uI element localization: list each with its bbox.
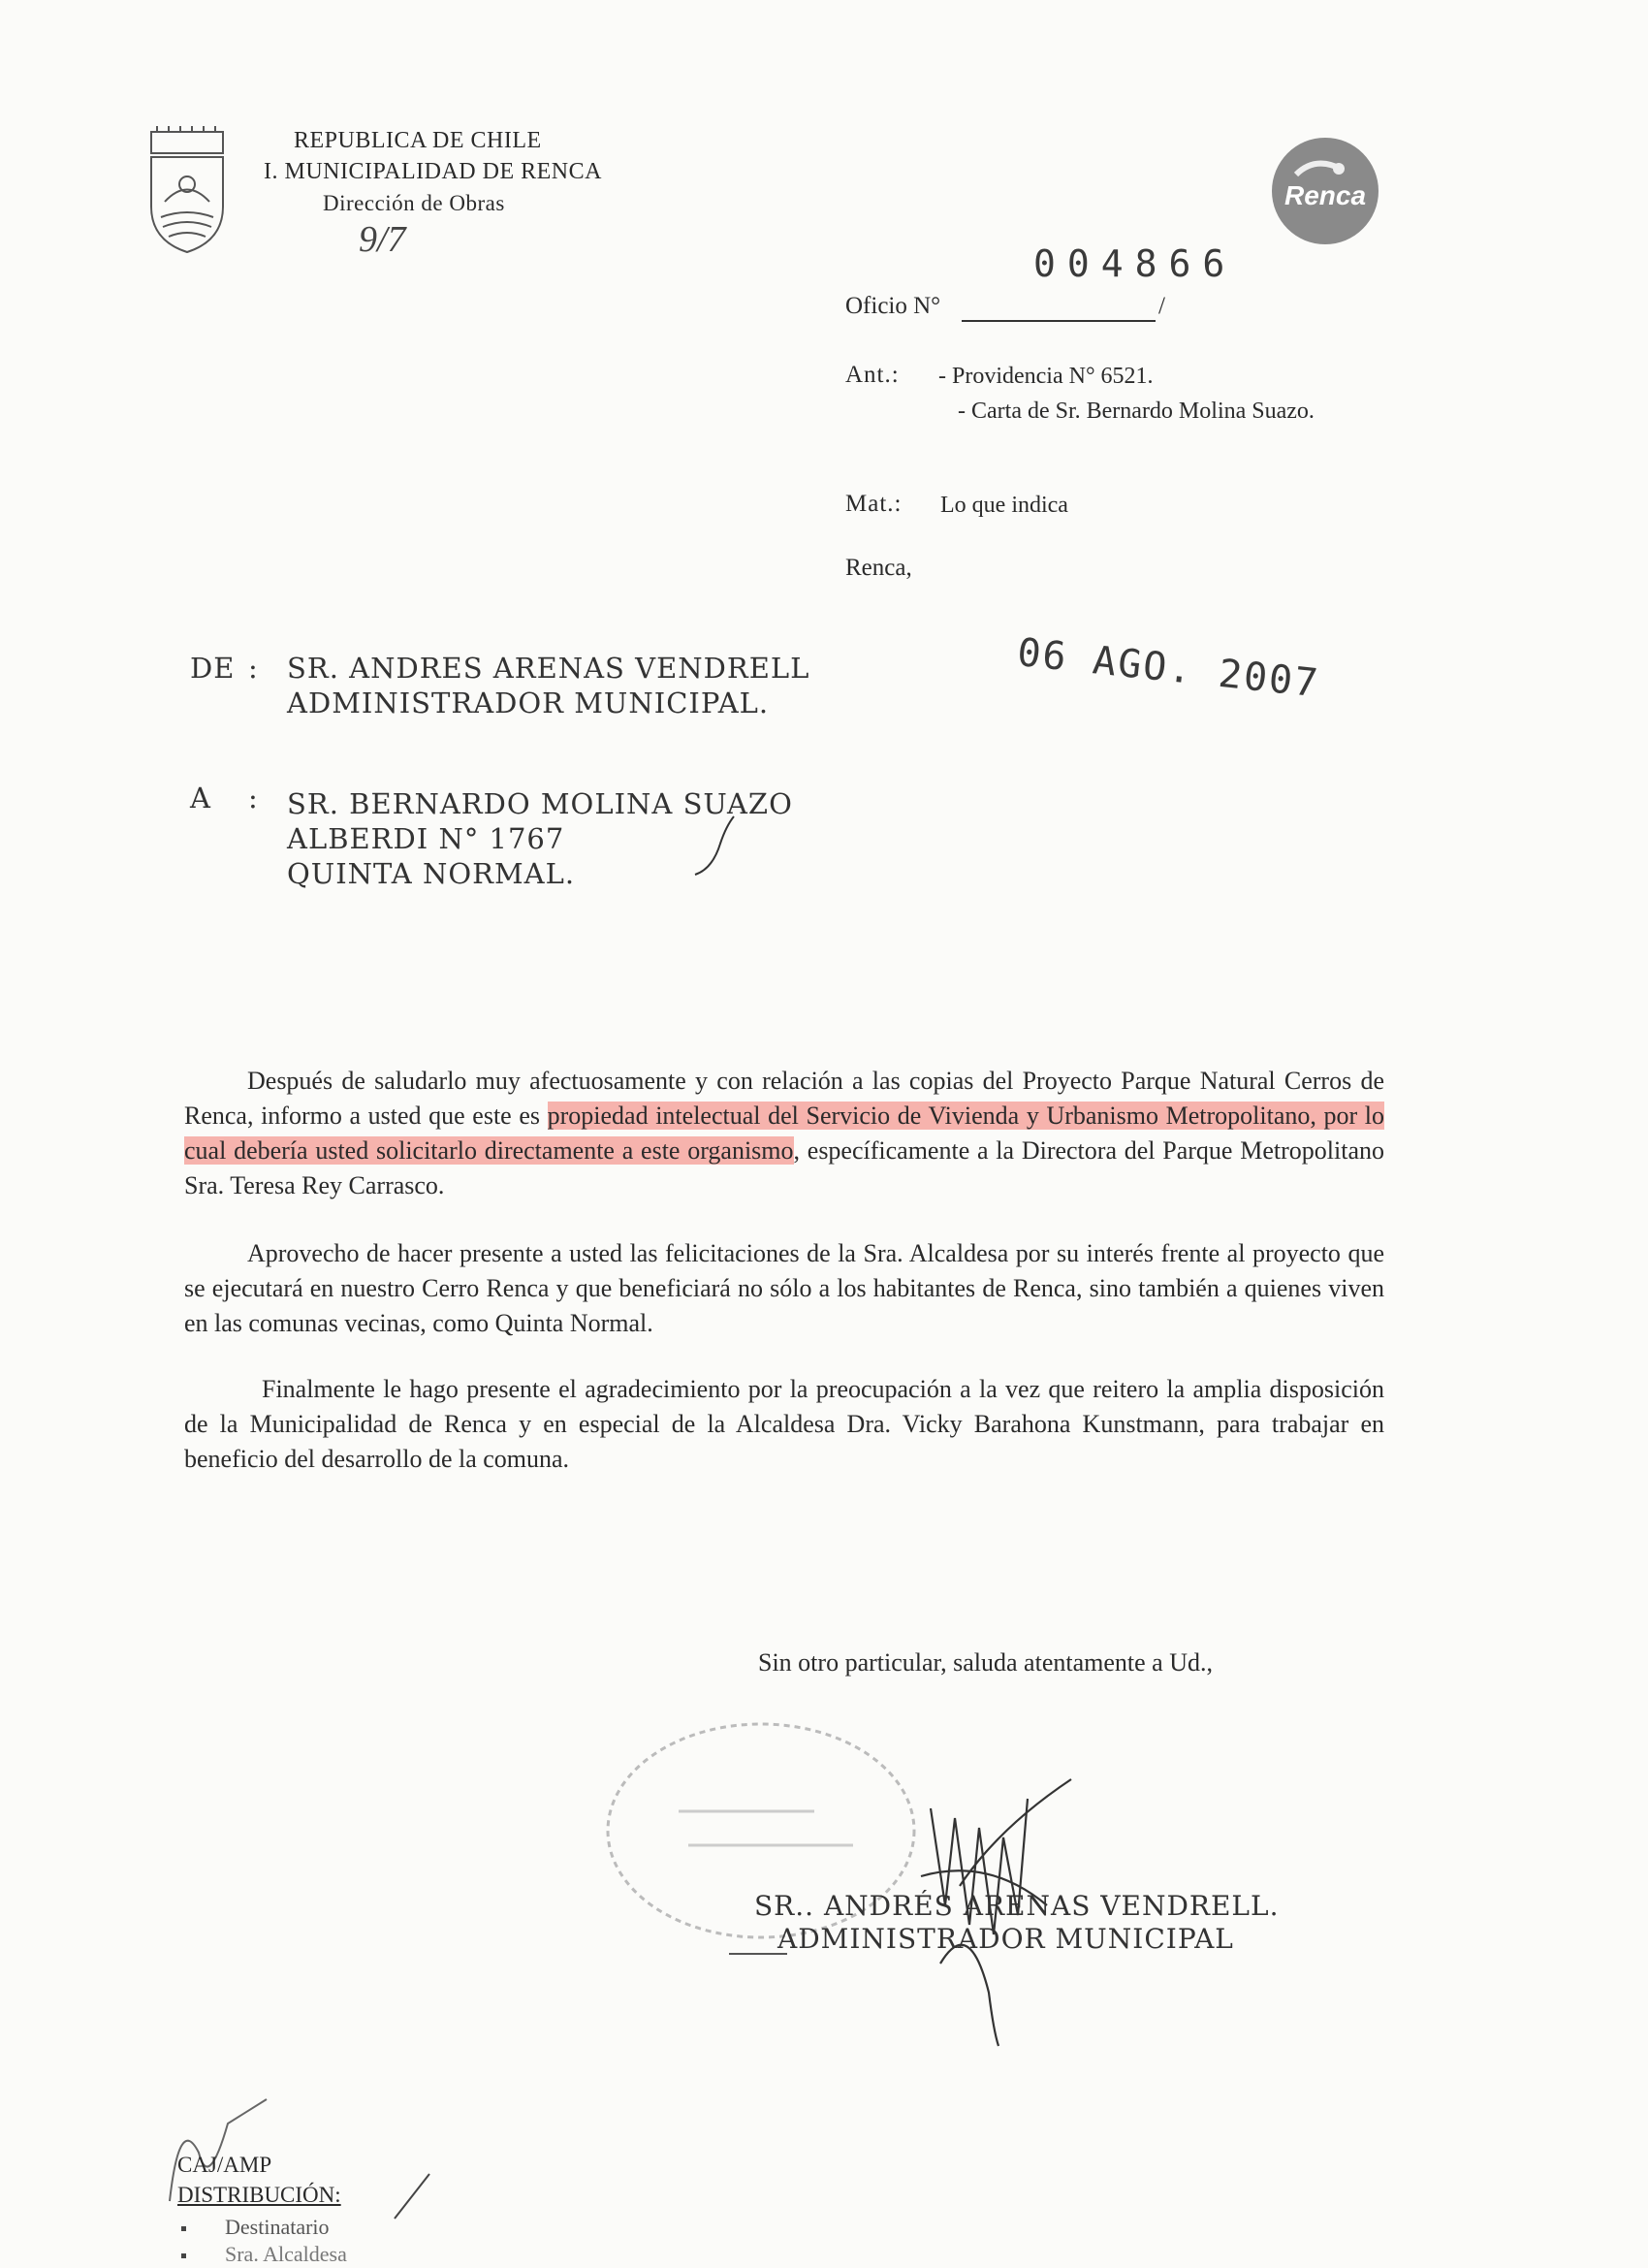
renca-logo [1267,136,1383,247]
bullet-icon [181,2226,186,2231]
distribution-label: DISTRIBUCIÓN: [177,2183,341,2207]
check-mark [693,815,742,878]
ant-label: Ant.: [845,362,900,388]
to-address: ALBERDI N° 1767 [287,822,565,855]
place: Renca, [845,555,912,581]
from-colon: : [248,652,259,685]
header-municipality: I. MUNICIPALIDAD DE RENCA [264,159,602,184]
oficio-label: Oficio N° [845,293,941,319]
to-city: QUINTA NORMAL. [287,857,576,890]
p2-text: Aprovecho de hacer presente a usted las felicitaciones de la Sra. Alcaldesa por su interés frente al proyecto que se ejecutará en nuestro Cerro Renca y que beneficiará no sólo a los habitantes de Renca, sino también a quienes viven en las comunas vecinas, como Quinta Normal. [184,1239,1384,1337]
to-name: SR. BERNARDO MOLINA SUAZO [287,787,793,820]
p1-text-a: Después de saludarlo muy afectuosamente y con relación a las copias del Proyecto Parque Natural Cerros de Renca, informo a usted que este es [184,1067,1384,1130]
from-title: ADMINISTRADOR MUNICIPAL. [287,687,770,719]
ant-item: - Providencia N° 6521. [938,364,1154,389]
distribution-item-label: Sra. Alcaldesa [225,2242,347,2266]
from-label: DE [190,652,236,685]
signature-line [729,1953,787,1955]
to-colon: : [248,782,259,815]
oficio-number-line [962,320,1156,322]
signer-name: SR.. ANDRÉS ARENAS VENDRELL. [754,1890,1280,1922]
body-paragraph-3 [184,1372,1384,1477]
body-paragraph-1 [184,1064,1384,1203]
closing-greeting: Sin otro particular, saluda atentamente a Ud., [758,1648,1213,1677]
signer-title: ADMINISTRADOR MUNICIPAL [777,1923,1234,1955]
p3-text: Finalmente le hago presente el agradecimiento por la preocupación a la vez que reitero la amplia disposición de la Municipalidad de Renca y en especial de la Alcaldesa Dra. Vicky Barahona Kunstmann, para trabajar en beneficio del desarrollo de la comuna. [184,1375,1384,1473]
header-department: Dirección de Obras [323,191,505,215]
body-paragraph-2 [184,1236,1384,1341]
renca-logo-text: Renca [1284,180,1367,210]
p1-highlight: propiedad intelectual del Servicio de Vivienda y Urbanismo Metropolitano, por lo cual debería usted solicitarlo directamente a este organismo [184,1102,1384,1165]
from-name: SR. ANDRES ARENAS VENDRELL [287,652,810,685]
oficio-suffix: / [1158,293,1165,319]
distribution-slash [393,2172,431,2220]
distribution-item [181,2241,347,2268]
distribution-item-label: Destinatario [225,2215,330,2239]
header-country: REPUBLICA DE CHILE [294,128,542,153]
handwritten-reference: 9/7 [359,219,406,260]
distribution-item [181,2214,330,2241]
to-label: A [190,782,211,815]
stamp-number: 004866 [1033,242,1237,285]
bullet-icon [181,2253,186,2258]
date-stamp: 06 AGO. 2007 [1015,630,1322,707]
initials: CAJ/AMP [177,2153,272,2177]
p1-text-b: , específicamente a la Directora del Parque Metropolitano Sra. Teresa Rey Carrasco. [184,1136,1384,1199]
mat-label: Mat.: [845,491,903,517]
coat-of-arms [143,124,231,255]
ant-item: - Carta de Sr. Bernardo Molina Suazo. [958,399,1315,424]
mat-value: Lo que indica [940,493,1068,518]
